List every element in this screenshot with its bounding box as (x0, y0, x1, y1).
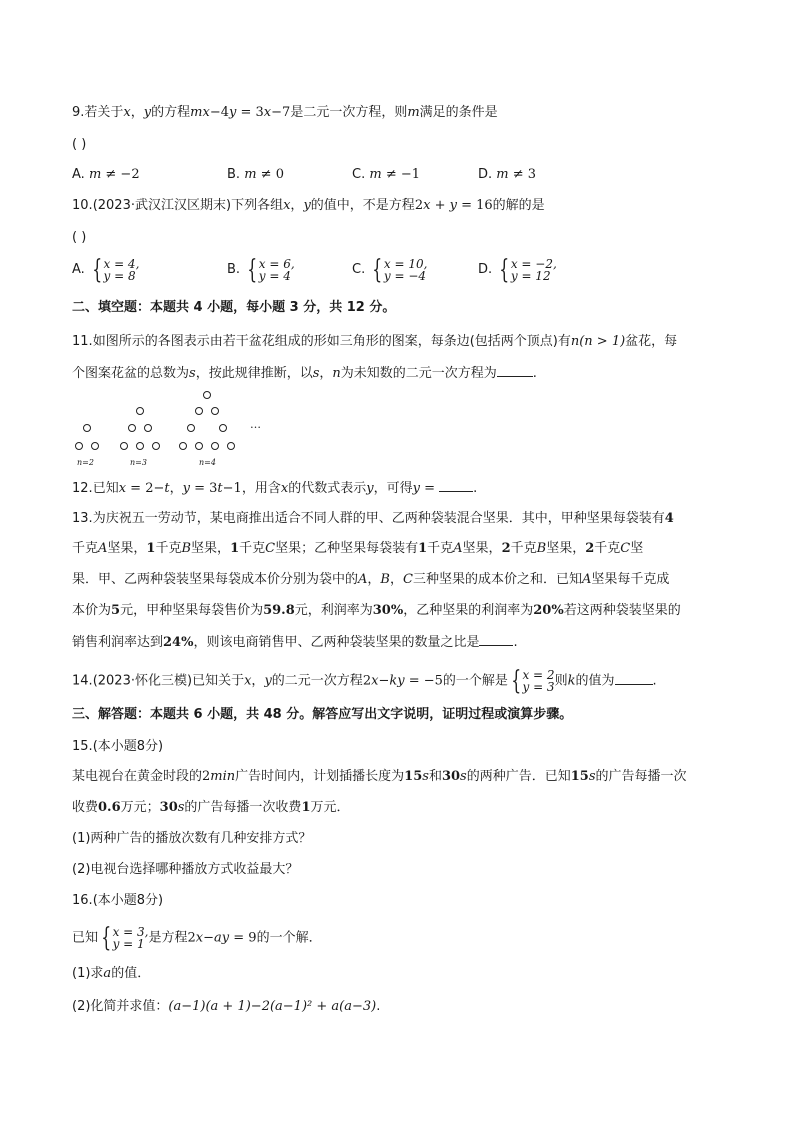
pot-circle (179, 442, 187, 450)
question-16-part-2: (2)化简并求值：(a−1)(a + 1)−2(a−1)² + a(a−3). (72, 999, 381, 1014)
pot-circle (83, 424, 91, 432)
question-score: (本小题8分) (92, 739, 164, 754)
question-13-line-5: 销售利润率达到24%，则该电商销售甲、乙两种袋装坚果的数量之比是 . (72, 635, 518, 650)
answer-blank[interactable] (615, 672, 653, 685)
question-10: 10.(2023·武汉江汉区期末)下列各组x，y的值中，不是方程2x + y = 16的解的是 (72, 198, 545, 213)
figure-label: n=2 (77, 458, 94, 467)
pot-circle (91, 442, 99, 450)
question-15: 某电视台在黄金时段的2min广告时间内，计划插播长度为15s和30s的两种广告．已知15s的广告每播一次 (72, 769, 687, 784)
question-15-part-2: (2)电视台选择哪种播放方式收益最大？ (72, 862, 299, 877)
question-16-part-1: (1)求a的值． (72, 966, 151, 981)
question-14: 14.(2023·怀化三模)已知关于x，y的二元一次方程2x−ky = −5的一个解是 { x = 2 y = 3 则k的值为 . (72, 666, 657, 696)
pot-circle (128, 424, 136, 432)
section-heading: 二、填空题：本题共 4 小题，每小题 3 分，共 12 分。 (72, 300, 396, 315)
question-number: 10. (72, 198, 93, 213)
question-12: 12.已知x = 2−t，y = 3t−1，用含x的代数式表示y，可得y = . (72, 481, 478, 496)
pot-circle (75, 442, 83, 450)
option-d: D. { x = −2, y = 12 (478, 255, 557, 285)
figure-label: n=3 (130, 458, 147, 467)
question-13-line-4: 本价为5元，甲种坚果每袋售价为59.8元，利润率为30%，乙种坚果的利润率为20%若这两种袋装坚果的 (72, 603, 681, 618)
question-13: 13.为庆祝五一劳动节，某电商推出适合不同人群的甲、乙两种袋装混合坚果．其中，甲种坚果每袋装有4 (72, 511, 674, 526)
pot-circle (219, 424, 227, 432)
section-heading: 三、解答题：本题共 6 小题，共 48 分。解答应写出文字说明，证明过程或演算步骤。 (72, 707, 573, 722)
pot-circle (203, 391, 211, 399)
pot-circle (195, 442, 203, 450)
pot-circle (152, 442, 160, 450)
pot-circle (227, 442, 235, 450)
figure-label: n=4 (199, 458, 216, 467)
answer-paren: ( ) (72, 137, 87, 152)
pot-circle (144, 424, 152, 432)
question-16-header: 16.(本小题8分) (72, 893, 164, 908)
question-11: 11.如图所示的各图表示由若干盆花组成的形如三角形的图案，每条边(包括两个顶点)有n(n > 1)盆花，每 (72, 334, 678, 349)
option-a: A. m ≠ −2 (72, 167, 140, 182)
question-source: (2023·怀化三模) (92, 673, 193, 689)
option-d: D. m ≠ 3 (478, 167, 537, 182)
pot-circle (187, 424, 195, 432)
question-15-part-1: (1)两种广告的播放次数有几种安排方式？ (72, 831, 312, 846)
pot-circle (136, 407, 144, 415)
option-c: C. { x = 10, y = −4 (352, 255, 428, 285)
question-number: 9. (72, 105, 85, 120)
question-15-header: 15.(本小题8分) (72, 739, 164, 754)
question-13-line-2: 千克A坚果，1千克B坚果，1千克C坚果；乙种坚果每袋装有1千克A坚果，2千克B坚果，2千克C坚 (72, 541, 644, 556)
pot-circle (120, 442, 128, 450)
question-source: (2023·武汉江汉区期末) (92, 198, 232, 213)
question-15-line-2: 收费0.6万元；30s的广告每播一次收费1万元． (72, 800, 350, 815)
pot-circle (211, 442, 219, 450)
question-11-line-2: 个图案花盆的总数为s，按此规律推断，以s，n为未知数的二元一次方程为 . (72, 366, 537, 381)
answer-blank[interactable] (497, 364, 533, 377)
answer-blank[interactable] (479, 633, 513, 646)
option-a: A. { x = 4, y = 8 (72, 255, 140, 285)
pot-circle (136, 442, 144, 450)
answer-paren: ( ) (72, 230, 87, 245)
answer-blank[interactable] (439, 479, 473, 492)
option-b: B. { x = 6, y = 4 (227, 255, 295, 285)
option-b: B. m ≠ 0 (227, 167, 284, 182)
question-16: 已知 { x = 3, y = 1 是方程2x−ay = 9的一个解． (72, 923, 322, 953)
flower-pot-triangle-figure (72, 388, 272, 470)
ellipsis: … (250, 418, 261, 431)
question-9: 9.若关于x，y的方程mx−4y = 3x−7是二元一次方程，则m满足的条件是 (72, 105, 498, 120)
option-c: C. m ≠ −1 (352, 167, 421, 182)
pot-circle (195, 407, 203, 415)
question-13-line-3: 果．甲、乙两种袋装坚果每袋成本价分别为袋中的A，B，C三种坚果的成本价之和．已知A坚果每千克成 (72, 572, 670, 587)
pot-circle (211, 407, 219, 415)
question-score: (本小题8分) (92, 893, 164, 908)
